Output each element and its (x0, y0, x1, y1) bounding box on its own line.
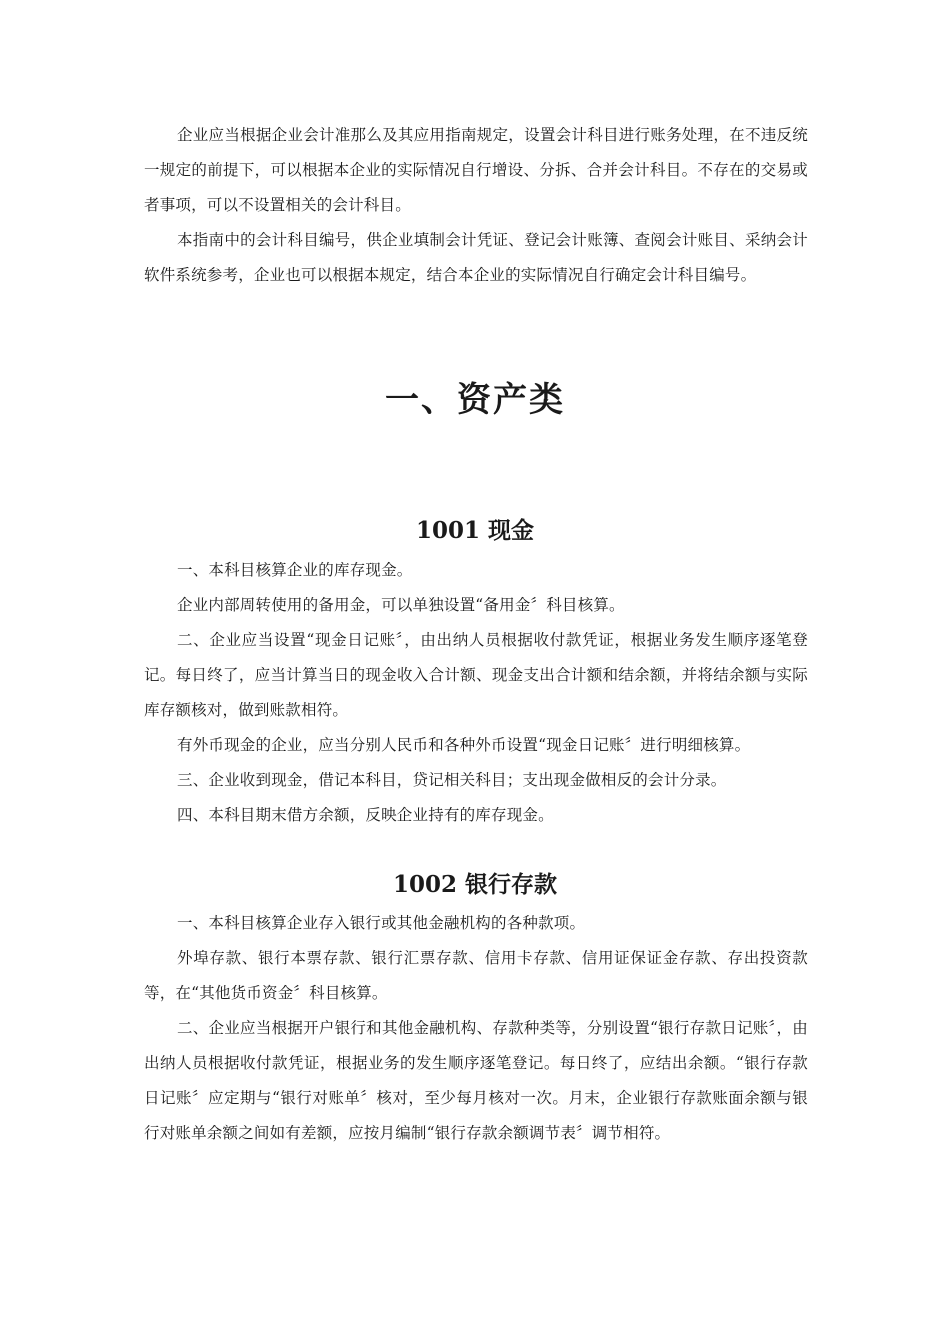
section-body-bank-deposit (144, 906, 808, 1151)
section-paragraph: 四、本科目期末借方余额，反映企业持有的库存现金。 (177, 806, 554, 824)
section-paragraph: 三、企业收到现金，借记本科目，贷记相关科目；支出现金做相反的会计分录。 (177, 771, 727, 789)
section-paragraph: 二、企业应当设置“现金日记账〞，由出纳人员根据收付款凭证，根据业务发生顺序逐笔登记。每日终了，应当计算当日的现金收入合计额、现金支出合计额和结余额，并将结余额与实际库存额核对，做到账款相符。 (144, 631, 808, 719)
section-title-bank-deposit: 1002 银行存款 (392, 871, 558, 898)
section-body-cash (144, 553, 808, 833)
section-title-cash: 1001 现金 (415, 517, 535, 544)
section-paragraph: 二、企业应当根据开户银行和其他金融机构、存款种类等，分别设置“银行存款日记账〞，由出纳人员根据收付款凭证，根据业务的发生顺序逐笔登记。每日终了，应结出余额。“银行存款日记账〞应定期与“银行对账单〞核对，至少每月核对一次。月末，企业银行存款账面余额与银行对账单余额之间如有差额，应按月编制“银行存款余额调节表〞调节相符。 (144, 1019, 808, 1142)
section-paragraph: 一、本科目核算企业的库存现金。 (177, 561, 413, 579)
section-paragraph: 外埠存款、银行本票存款、银行汇票存款、信用卡存款、信用证保证金存款、存出投资款等，在“其他货币资金〞科目核算。 (144, 949, 808, 1002)
section-paragraph: 一、本科目核算企业存入银行或其他金融机构的各种款项。 (177, 914, 586, 932)
section-paragraph: 有外币现金的企业，应当分别人民币和各种外币设置“现金日记账〞进行明细核算。 (177, 736, 751, 754)
section-paragraph: 企业内部周转使用的备用金，可以单独设置“备用金〞科目核算。 (177, 596, 625, 614)
intro-paragraph: 企业应当根据企业会计准那么及其应用指南规定，设置会计科目进行账务处理，在不违反统一规定的前提下，可以根据本企业的实际情况自行增设、分拆、合并会计科目。不存在的交易或者事项，可以不设置相关的会计科目。 (144, 126, 808, 214)
intro-paragraph: 本指南中的会计科目编号，供企业填制会计凭证、登记会计账簿、查阅会计账目、采纳会计软件系统参考，企业也可以根据本规定，结合本企业的实际情况自行确定会计科目编号。 (144, 231, 808, 284)
intro-section (144, 118, 808, 293)
main-title: 一、资产类 (385, 380, 565, 420)
